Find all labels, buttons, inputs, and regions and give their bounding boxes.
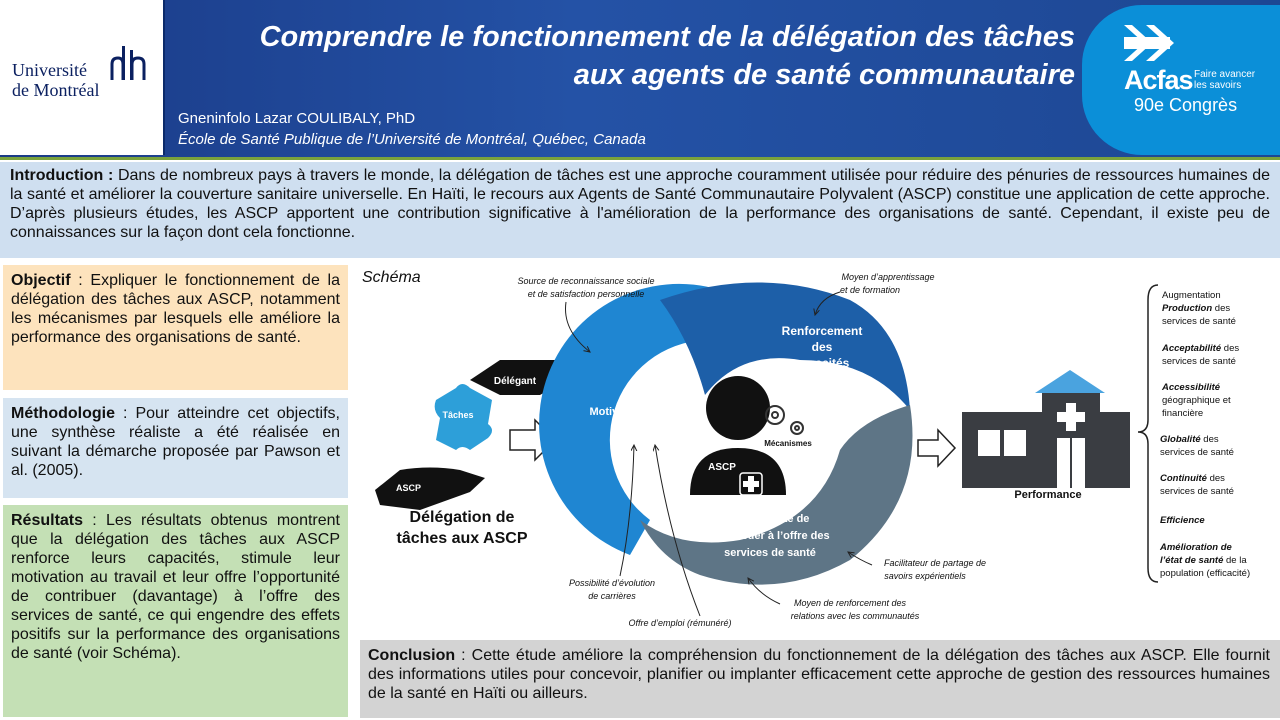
annotation-offre: Offre d’emploi (rémunéré): [628, 618, 732, 628]
author-affiliation: École de Santé Publique de l’Université de Montréal, Québec, Canada: [178, 131, 646, 148]
perf-continuite: Continuité des: [1160, 473, 1225, 484]
conclusion-text: : Cette étude améliore la compréhension du fonctionnement de la délégation des tâches aux ASCP. Elle fournit des informations utiles pour concevoir, planifier ou implanter efficacement cette approche de gestion des ressources humaines de la santé en Haïti ou ailleurs.: [368, 647, 1270, 702]
annotation-offre-connector: [655, 445, 700, 616]
ascp-person-icon: [690, 376, 786, 495]
perf-production: Production des: [1162, 303, 1231, 314]
author-name: Gneninfolo Lazar COULIBALY, PhD: [178, 110, 416, 127]
methodologie-text: : Pour atteindre cet objectifs, une synthèse réaliste a été réalisée en suivant la démarche proposée par Pawson et al. (2005).: [11, 405, 340, 479]
poster-title: [170, 18, 1075, 94]
annotation-evolution-line2: de carrières: [588, 591, 636, 601]
delegation-label-line1: Délégation de: [409, 509, 515, 526]
annotation-evolution-line1: Possibilité d’évolution: [568, 578, 656, 588]
perf-acceptabilite: Acceptabilité des: [1162, 343, 1240, 354]
introduction-section: [0, 162, 1280, 258]
perf-accessibilite-geo: géographique et: [1162, 395, 1231, 406]
perf-accessibilite-fin: financière: [1162, 408, 1204, 419]
conclusion-section: [360, 640, 1280, 718]
motivation-label-line2: ASCP: [612, 422, 644, 434]
performance-brace: [1138, 285, 1158, 582]
taches-label: Tâches: [442, 410, 474, 420]
acfas-tagline: Faire avancer les savoirs: [1194, 69, 1256, 91]
opportunite-label-line1: Opportunité de: [730, 513, 810, 525]
acfas-logo: [1082, 5, 1280, 155]
title-line1: Comprendre le fonctionnement de la délégation des tâches: [259, 21, 1075, 53]
perf-etat-sante: l’état de santé de la: [1160, 555, 1247, 566]
resultats-text: : Les résultats obtenus montrent que la délégation des tâches aux ASCP renforce leurs capacités, stimule leur motivation au travail et leur offre l’opportunité de contribuer (davantage) à l’offre des services de santé, ce qui engendre des effets positifs sur la performance des organisations de santé (voir Schéma).: [11, 512, 340, 662]
ascp-hand-icon: [375, 468, 485, 511]
university-name-line1: Université: [12, 60, 87, 80]
perf-acceptabilite-services: services de santé: [1162, 356, 1236, 367]
objectif-section: [3, 265, 348, 390]
annotation-facilitateur-line1: Facilitateur de partage de: [883, 558, 987, 568]
universite-de-montreal-logo: [0, 0, 165, 155]
schema-label: Schéma: [362, 269, 421, 286]
introduction-text: Dans de nombreux pays à travers le monde, la délégation de tâches est une approche couramment utilisée pour réduire des pénuries de ressources humaines de la santé et améliorer la couverture sanitaire universelle. En Haïti, le recours aux Agents de Santé Communautaire Polyvalent (ASCP) constitue une application de cette approche. D’après plusieurs études, les ASCP apportent une contribution significative à l'amélioration de la performance des organisations de santé. Cependant, il existe peu de connaissances sur la façon dont cela fonctionne.: [10, 167, 1271, 241]
header-separator: [0, 157, 1280, 160]
annotation-source-line2: et de satisfaction personnelle: [527, 289, 645, 299]
perf-production-services: services de santé: [1162, 316, 1236, 327]
motivation-label-line1: Motivation des: [589, 406, 667, 418]
objectif-text: : Expliquer le fonctionnement de la délégation des tâches aux ASCP, notamment les mécanismes par lesquels elle améliore la performance des organisations de santé.: [11, 272, 340, 346]
perf-globalite: Globalité des: [1160, 434, 1219, 445]
perf-continuite-services: services de santé: [1160, 486, 1234, 497]
title-line2: aux agents de santé communautaire: [573, 59, 1075, 91]
annotation-facilitateur-line2: savoirs expérientiels: [884, 571, 966, 581]
mecanismes-label: Mécanismes: [764, 439, 812, 448]
resultats-section: [3, 505, 348, 717]
university-name-line2: de Montréal: [12, 80, 100, 100]
acfas-name: Acfas: [1124, 65, 1193, 95]
performance-label: Performance: [1014, 489, 1082, 501]
schema-diagram: [360, 265, 1280, 640]
conclusion-label: Conclusion: [368, 647, 456, 664]
renforcement-label-line3: capacités: [794, 356, 850, 370]
acfas-arrows-icon: [1124, 23, 1194, 63]
methodologie-section: [3, 398, 348, 498]
perf-amelioration: Amélioration de: [1160, 542, 1232, 553]
methodologie-label: Méthodologie: [11, 405, 115, 422]
delegant-label: Délégant: [493, 376, 537, 387]
delegation-label-line2: tâches aux ASCP: [396, 530, 528, 547]
renforcement-segment: [660, 283, 910, 411]
objectif-label: Objectif: [11, 272, 71, 289]
annotation-relations-line1: Moyen de renforcement des: [793, 598, 907, 608]
perf-accessibilite: Accessibilité: [1162, 382, 1221, 393]
resultats-label: Résultats: [11, 512, 84, 529]
perf-globalite-services: services de santé: [1160, 447, 1234, 458]
opportunite-label-line3: services de santé: [724, 547, 816, 559]
annotation-relations-line2: relations avec les communautés: [790, 611, 920, 621]
ascp-center-label: ASCP: [708, 462, 736, 473]
renforcement-label-line2: des: [811, 340, 833, 354]
hospital-building-icon: [962, 370, 1130, 488]
udem-emblem-icon: [110, 46, 150, 86]
poster-header: [0, 0, 1280, 157]
perf-augmentation: Augmentation: [1162, 290, 1221, 301]
arrow-to-performance-icon: [918, 430, 955, 466]
opportunite-label-line2: contribuer à l’offre des: [710, 530, 830, 542]
annotation-source-line1: Source de reconnaissance sociale: [517, 276, 655, 286]
annotation-moyen-line1: Moyen d’apprentissage: [841, 272, 935, 282]
annotation-moyen-line2: et de formation: [839, 285, 901, 295]
renforcement-label-line1: Renforcement: [781, 324, 863, 338]
introduction-label: Introduction :: [10, 167, 114, 184]
acfas-congres: 90e Congrès: [1134, 95, 1238, 115]
gears-icon: [766, 406, 803, 434]
perf-population: population (efficacité): [1160, 568, 1251, 579]
perf-efficience: Efficience: [1160, 515, 1205, 526]
ascp-hand-label: ASCP: [396, 483, 422, 493]
